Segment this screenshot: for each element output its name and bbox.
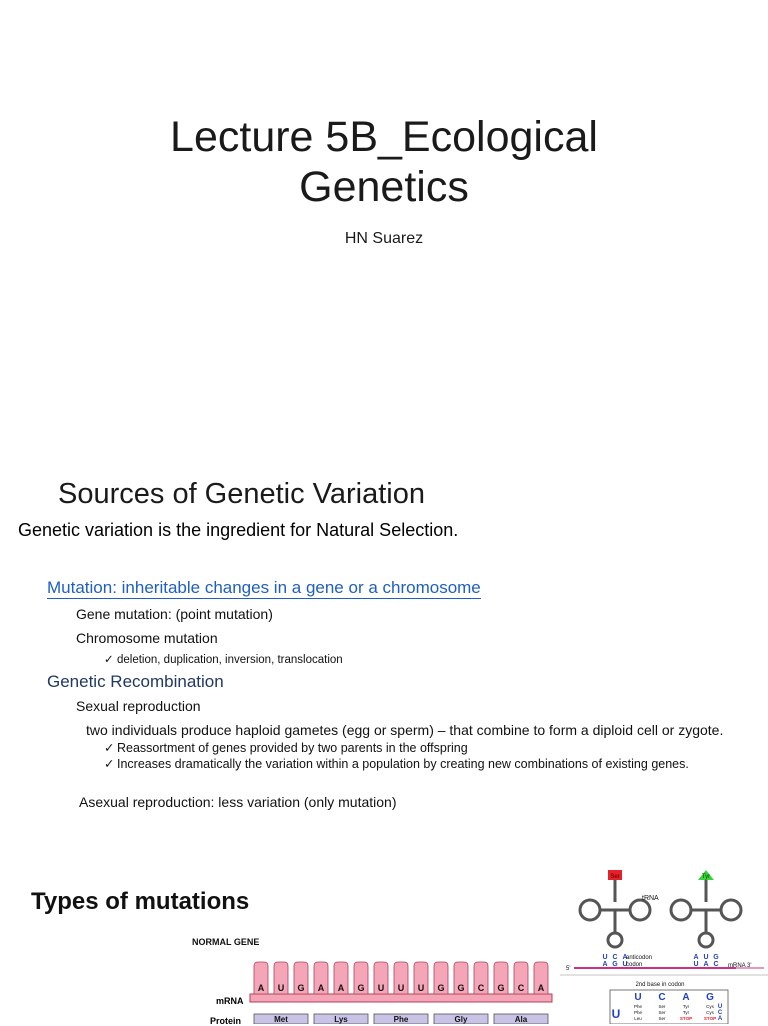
protein-chain — [254, 1014, 548, 1024]
codon-cell: Tyr — [682, 1010, 690, 1015]
mrna-base-letter: G — [457, 983, 465, 993]
mrna-base-letter: G — [357, 983, 365, 993]
second-base-letter: C — [658, 992, 666, 1003]
codon-cell: STOP — [703, 1016, 717, 1021]
chromosome-types-item — [104, 652, 343, 666]
recombination-heading: Genetic Recombination — [47, 672, 224, 691]
amino-acid-label: Ala — [514, 1015, 528, 1024]
codon-letter: C — [713, 961, 719, 968]
codon-cell: Leu — [634, 1016, 642, 1021]
codon-letter: U — [693, 961, 699, 968]
right-anticodon — [693, 954, 719, 961]
types-of-mutations-heading: Types of mutations — [31, 888, 250, 915]
protein-label: Protein — [210, 1016, 242, 1026]
first-base-u: U — [611, 1007, 621, 1021]
gene-mutation-text: Gene mutation: (point mutation) — [76, 606, 273, 622]
five-prime-label: 5' — [566, 966, 571, 972]
codon-letter: G — [713, 954, 719, 961]
third-base-letter: C — [717, 1010, 723, 1016]
codon-cell: Phe — [633, 1004, 643, 1009]
ser-label: Ser — [610, 874, 620, 880]
slide-title — [0, 112, 768, 212]
check-icon: ✓ — [104, 741, 115, 755]
codon-table-header: 2nd base in codon — [635, 982, 685, 988]
anticodon-label: anticodon — [626, 955, 653, 961]
mrna-base-letter: G — [297, 983, 305, 993]
codon-letter: C — [612, 954, 618, 961]
mrna-diagram — [246, 960, 556, 1024]
sources-heading: Sources of Genetic Variation — [58, 478, 425, 510]
normal-gene-label: NORMAL GENE — [192, 937, 260, 947]
codon-cell: Ser — [658, 1016, 666, 1021]
sexual-detail-text: two individuals produce haploid gametes (egg or sperm) – that combine to form a diploid cell or zygote. — [86, 722, 724, 738]
mrna-backbone — [250, 994, 552, 1002]
codon-letter: A — [602, 961, 608, 968]
tyr-label: Tyr — [701, 874, 711, 880]
asexual-reproduction-text: Asexual reproduction: less variation (only mutation) — [79, 794, 397, 810]
codon-cells — [634, 1004, 716, 1021]
mutation-term: Mutation — [47, 578, 113, 597]
codon-letter: G — [612, 961, 618, 968]
codon-table — [596, 978, 768, 1024]
mutation-link[interactable] — [47, 578, 481, 599]
left-codon — [602, 961, 627, 968]
codon-cell: Cys — [706, 1010, 714, 1015]
codon-letter: A — [693, 954, 699, 961]
sexual-reproduction-text: Sexual reproduction — [76, 698, 201, 714]
amino-acid-label: Lys — [334, 1015, 348, 1024]
third-base-letter: U — [717, 1004, 723, 1010]
second-base-letter: U — [634, 992, 642, 1003]
variation-text: Increases dramatically the variation within a population by creating new combinations of existing genes. — [117, 757, 689, 771]
mrna-base-letter: C — [477, 983, 485, 993]
mutation-definition: : inheritable changes in a gene or a chromosome — [112, 578, 481, 597]
check-icon: ✓ — [104, 757, 115, 771]
mrna-base-letter: U — [417, 983, 425, 993]
codon-cell: Ser — [658, 1004, 666, 1009]
mrna-base-letter: C — [517, 983, 525, 993]
codon-letter: A — [622, 954, 628, 961]
left-trna-icon — [580, 880, 650, 947]
mrna-base-letter: G — [437, 983, 445, 993]
codon-letter: U — [602, 954, 608, 961]
reassortment-text: Reassortment of genes provided by two parents in the offspring — [117, 741, 468, 755]
third-base-letter: A — [717, 1016, 723, 1022]
second-base-letter: G — [706, 992, 714, 1003]
slide-title-line-2: Genetics — [299, 163, 469, 211]
lead-sentence: Genetic variation is the ingredient for Natural Selection. — [18, 520, 459, 540]
mrna-base-letter: G — [497, 983, 505, 993]
slide-title-line-1: Lecture 5B_Ecological — [170, 113, 598, 161]
trna-label: tRNA — [642, 895, 659, 902]
check-icon: ✓ — [104, 654, 114, 666]
amino-acid-label: Gly — [454, 1015, 468, 1024]
right-codon — [693, 961, 718, 968]
mrna-base-letter: U — [397, 983, 405, 993]
mrna-label: mRNA — [216, 996, 244, 1006]
codon-cell: Phe — [633, 1010, 643, 1015]
trna-diagram — [560, 864, 768, 976]
mrna-base-letter: A — [257, 983, 265, 993]
second-base-letter: A — [682, 992, 690, 1003]
reassortment-item — [104, 740, 468, 755]
codon-letter: U — [703, 954, 709, 961]
amino-acid-label: Met — [274, 1015, 288, 1024]
codon-letter: A — [703, 961, 709, 968]
author-name: HN Suarez — [344, 230, 424, 247]
chromosome-types-text: deletion, duplication, inversion, translocation — [117, 654, 343, 666]
mrna-base-letter: U — [277, 983, 285, 993]
mrna-three-prime-label: mRNA 3' — [728, 963, 752, 969]
mrna-base-letter: U — [377, 983, 385, 993]
left-anticodon — [602, 954, 627, 961]
mrna-bases — [254, 962, 548, 994]
chromosome-mutation-text: Chromosome mutation — [76, 630, 218, 646]
variation-item — [104, 756, 689, 771]
third-base-column — [718, 1004, 723, 1022]
second-base-row — [634, 992, 714, 1003]
codon-cell: STOP — [679, 1016, 693, 1021]
amino-acid-label: Phe — [393, 1015, 409, 1024]
codon-cell: Cys — [706, 1004, 714, 1009]
codon-cell: Ser — [658, 1010, 666, 1015]
mrna-base-letter: A — [317, 983, 325, 993]
mrna-base-letter: A — [537, 983, 545, 993]
mrna-base-letter: A — [337, 983, 345, 993]
codon-cell: Tyr — [682, 1004, 690, 1009]
codon-letter: U — [622, 961, 628, 968]
right-trna-icon — [671, 880, 741, 947]
codon-label: codon — [626, 962, 643, 968]
